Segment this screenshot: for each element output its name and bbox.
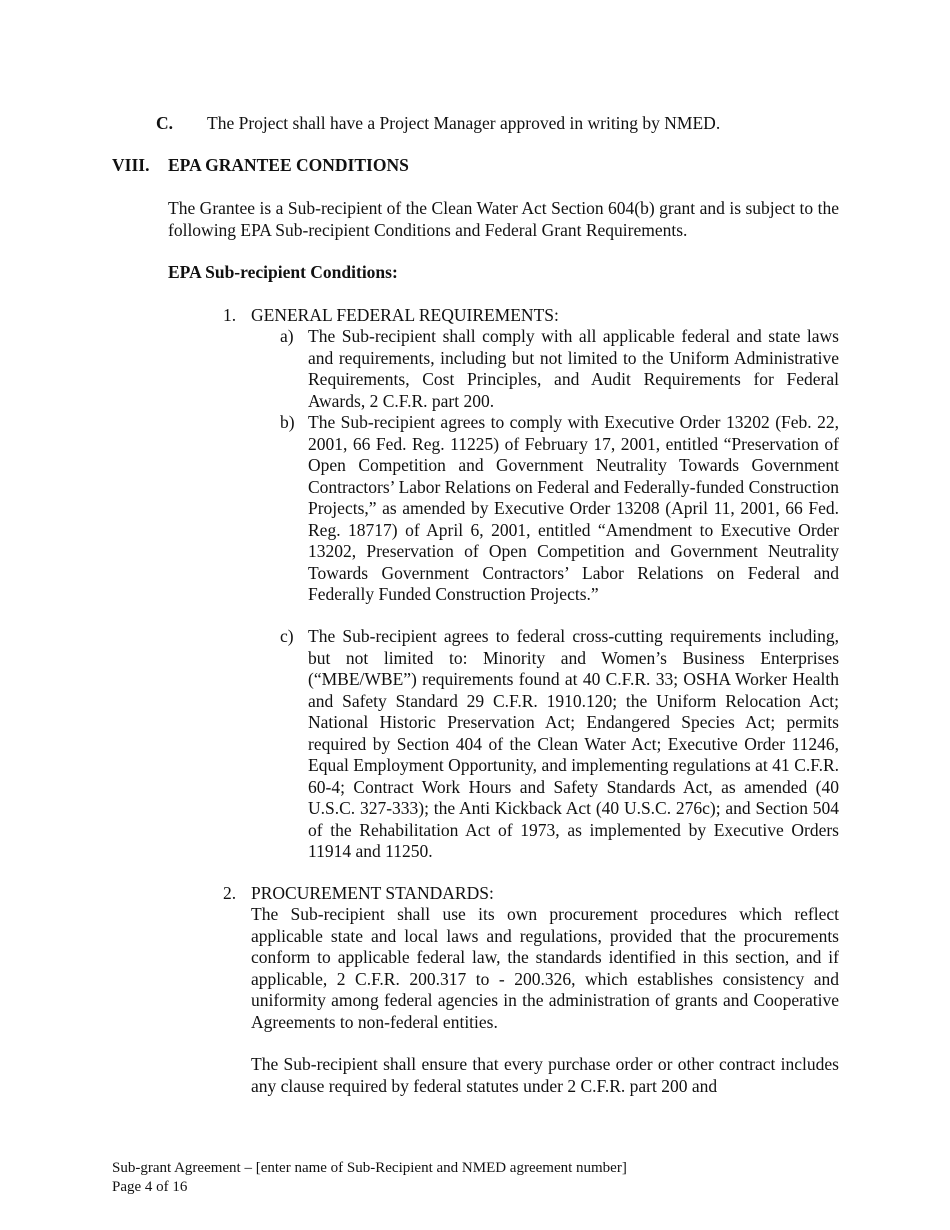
item-1c bbox=[280, 626, 840, 862]
section-viii-title: EPA GRANTEE CONDITIONS bbox=[168, 155, 409, 175]
item-2-paragraph-2: The Sub-recipient shall ensure that every purchase order or other contract includes any clause required by federal statutes under 2 C.F.R. part 200 and bbox=[251, 1054, 839, 1096]
item-1-title: GENERAL FEDERAL REQUIREMENTS: bbox=[251, 305, 559, 325]
item-1c-label: c) bbox=[280, 626, 294, 646]
section-viii-number: VIII. bbox=[112, 155, 150, 175]
item-1b-label: b) bbox=[280, 412, 295, 432]
section-c-label: C. bbox=[156, 113, 174, 133]
item-1b bbox=[280, 412, 840, 627]
item-1a bbox=[280, 326, 840, 412]
item-2-number: 2. bbox=[223, 883, 237, 903]
item-1a-label: a) bbox=[280, 326, 294, 346]
section-viii-intro: The Grantee is a Sub-recipient of the Clean Water Act Section 604(b) grant and is subject to the following EPA Sub-recipient Conditions and Federal Grant Requirements. bbox=[168, 198, 839, 240]
item-2-paragraph-1: The Sub-recipient shall use its own procurement procedures which reflect applicable state and local laws and regulations, provided that the procurements conform to applicable federal law, the standards identified in this section, and if applicable, 2 C.F.R. 200.317 to - 200.326, which establishes consistency and uniformity among federal agencies in the administration of grants and Cooperative Agreements to non-federal entities. bbox=[251, 904, 839, 1032]
conditions-heading: EPA Sub-recipient Conditions: bbox=[168, 262, 398, 282]
item-1b-text: The Sub-recipient agrees to comply with Executive Order 13202 (Feb. 22, 2001, 66 Fed. Reg. 11225) of February 17, 2001, entitled “Preservation of Open Competition and Government Neutrality Towards Government Contractors’ Labor Relations on Federal and Federally-funded Construction Projects,” as amended by Executive Order 13208 (April 11, 2001, 66 Fed. Reg. 18717) of April 6, 2001, entitled “Amendment to Executive Order 13202, Preservation of Open Competition and Government Neutrality Towards Government Contractors’ Labor Relations on Federal and Federally Funded Construction Projects.” bbox=[308, 412, 839, 604]
item-1c-text: The Sub-recipient agrees to federal cross-cutting requirements including, but not limited to: Minority and Women’s Business Enterprises (“MBE/WBE”) requirements found at 40 C.F.R. 33; OSHA Worker Health and Safety Standard 29 C.F.R. 1910.120; the Uniform Relocation Act; National Historic Preservation Act; Endangered Species Act; permits required by Section 404 of the Clean Water Act; Executive Order 11246, Equal Employment Opportunity, and implementing regulations at 41 C.F.R. 60-4; Contract Work Hours and Safety Standards Act, as amended (40 U.S.C. 327-333); the Anti Kickback Act (40 U.S.C. 276c); and Section 504 of the Rehabilitation Act of 1973, as implemented by Executive Orders 11914 and 11250. bbox=[308, 626, 839, 861]
footer-agreement-line: Sub-grant Agreement – [enter name of Sub-Recipient and NMED agreement number] bbox=[112, 1160, 627, 1176]
item-1-number: 1. bbox=[223, 305, 237, 325]
section-c-text: The Project shall have a Project Manager approved in writing by NMED. bbox=[207, 113, 721, 133]
item-1a-text: The Sub-recipient shall comply with all applicable federal and state laws and requirements, including but not limited to the Uniform Administrative Requirements, Cost Principles, and Audit Requirements for Federal Awards, 2 C.F.R. part 200. bbox=[308, 326, 839, 411]
footer-page-number: Page 4 of 16 bbox=[112, 1179, 188, 1195]
item-2-title: PROCUREMENT STANDARDS: bbox=[251, 883, 494, 903]
